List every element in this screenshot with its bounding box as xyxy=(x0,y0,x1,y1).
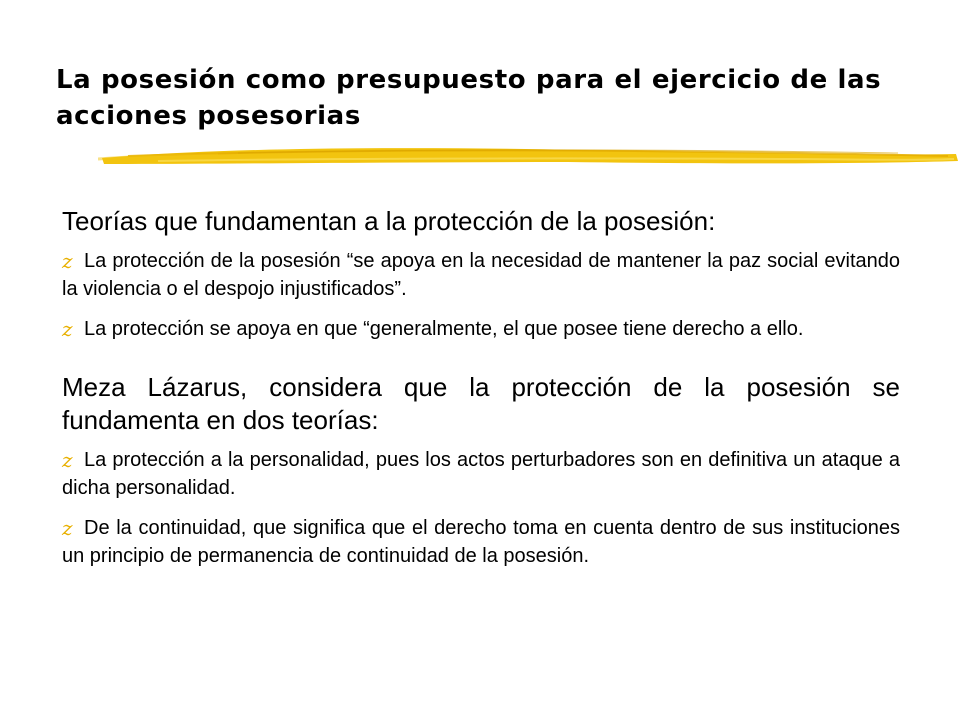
yellow-z-bullet-icon: z xyxy=(62,448,73,472)
yellow-z-bullet-icon: z xyxy=(62,516,73,540)
list-item xyxy=(62,247,900,303)
yellow-z-bullet-icon: z xyxy=(62,249,73,273)
slide-title: La posesión como presupuesto para el ejercicio de las acciones posesorias xyxy=(56,65,882,131)
slide-content xyxy=(62,205,900,582)
title-underline-brushstroke xyxy=(98,134,960,174)
list-item xyxy=(62,446,900,502)
list-item-text: La protección se apoya en que “generalmente, el que posee tiene derecho a ello. xyxy=(84,318,804,340)
section-heading-meza-lazarus: Meza Lázarus, considera que la protección de la posesión se fundamenta en dos teorías: xyxy=(62,372,900,435)
yellow-z-bullet-icon: z xyxy=(62,317,73,341)
list-item-text: De la continuidad, que significa que el derecho toma en cuenta dentro de sus instituciones un principio de permanencia de continuidad de la posesión. xyxy=(62,517,900,567)
list-item xyxy=(62,315,900,343)
list-item-text: La protección de la posesión “se apoya en la necesidad de mantener la paz social evitando la violencia o el despojo injustificados”. xyxy=(62,250,900,300)
list-item-text: La protección a la personalidad, pues los actos perturbadores son en definitiva un ataque a dicha personalidad. xyxy=(62,449,900,499)
list-item xyxy=(62,514,900,570)
section-heading-theories: Teorías que fundamentan a la protección de la posesión: xyxy=(62,206,716,236)
